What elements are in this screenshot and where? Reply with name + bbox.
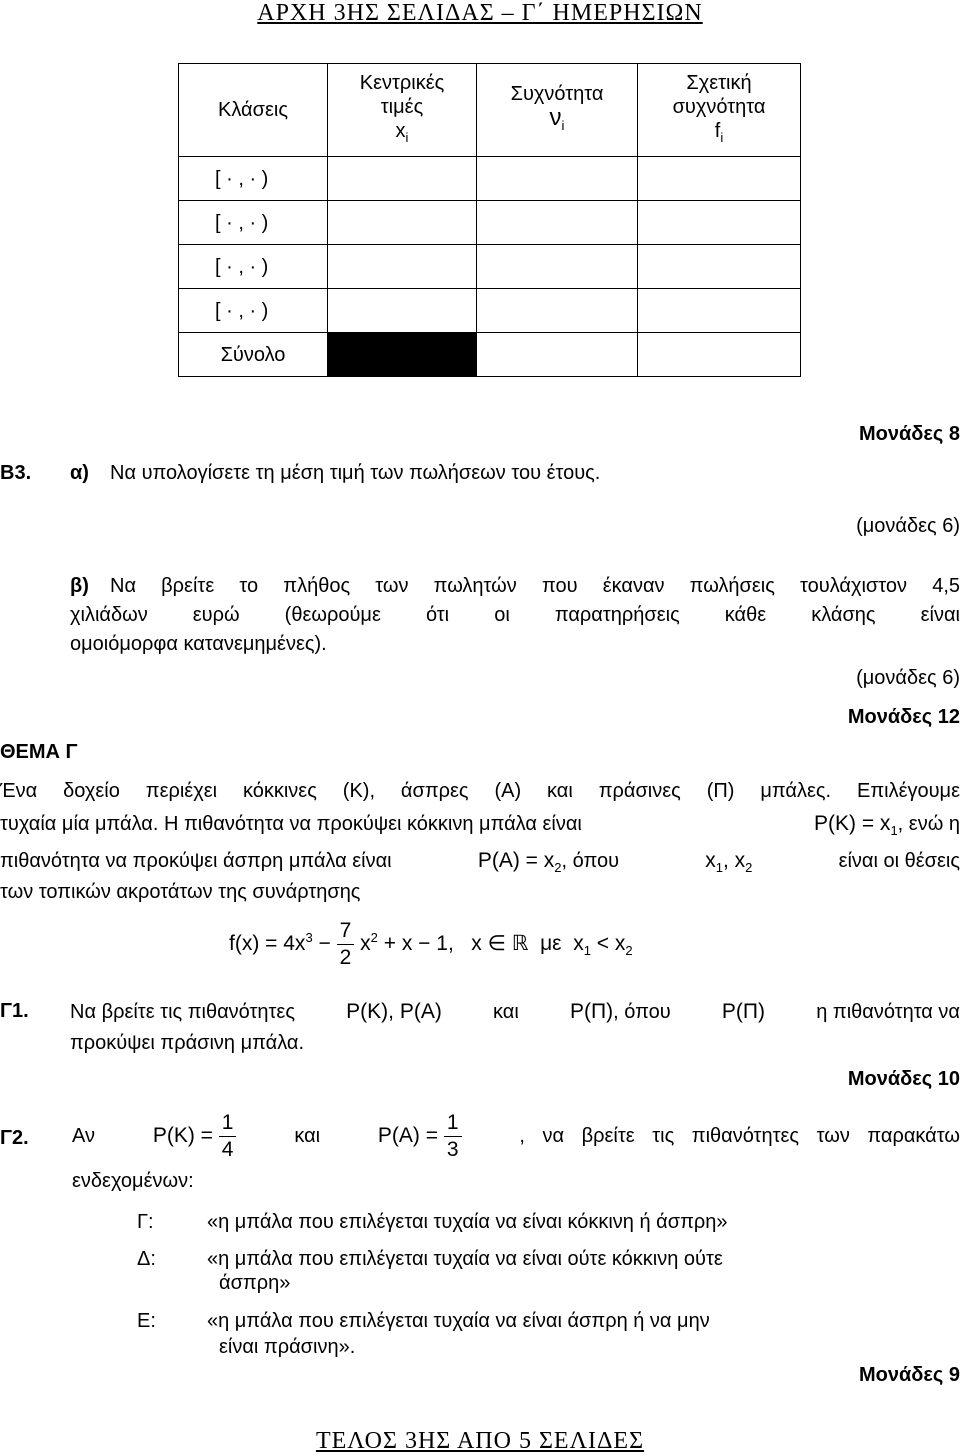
b3b-points: (μονάδες 6) — [856, 667, 960, 689]
theme-g-title: ΘΕΜΑ Γ — [0, 741, 78, 763]
g1-points: Μονάδες 10 — [847, 1068, 960, 1090]
b3a-points: (μονάδες 6) — [856, 515, 960, 537]
frequency-table — [178, 63, 801, 377]
table-row — [179, 157, 801, 201]
table-header-row — [179, 64, 801, 157]
table-total-row — [179, 333, 801, 377]
g2-line1: Αν P(K) = $\frac{1}{4}$ και P(A) = $\frac{1}{3}$ , να βρείτε τις πιθανότητες των παρακάτω — [72, 1110, 960, 1161]
event-label-delta: Δ: — [137, 1248, 156, 1270]
page-header: ΑΡΧΗ 3ΗΣ ΣΕΛΙΔΑΣ – Γ΄ ΗΜΕΡΗΣΙΩΝ — [257, 0, 703, 26]
theme-g-p1-line4: των τοπικών ακροτάτων της συνάρτησης — [0, 881, 361, 903]
event-text-gamma: «η μπάλα που επιλέγεται τυχαία να είναι κόκκινη ή άσπρη» — [207, 1211, 728, 1233]
g1-line2: προκύψει πράσινη μπάλα. — [70, 1032, 305, 1054]
event-text-epsilon: «η μπάλα που επιλέγεται τυχαία να είναι άσπρη ή να μην — [207, 1310, 710, 1332]
event-label-epsilon: Ε: — [137, 1310, 156, 1332]
table-row — [179, 201, 801, 245]
function-formula: $f(x) = 4x^3$ − $\frac{7}{2}$ $x^2 + x - 1$, x ∈ ℝ με $x_1 < x_2$ — [229, 919, 633, 969]
class-cell: [ · , · ) — [179, 157, 328, 201]
event-text-delta: «η μπάλα που επιλέγεται τυχαία να είναι ούτε κόκκινη ούτε — [207, 1248, 723, 1270]
b3a-label: α) — [70, 462, 89, 484]
g1-label: Γ1. — [0, 1000, 29, 1022]
blacked-out-cell — [328, 333, 477, 377]
table-row — [179, 245, 801, 289]
event-text-epsilon-cont: είναι πράσινη». — [219, 1336, 356, 1358]
g2-line2: ενδεχομένων: — [72, 1170, 194, 1192]
b3a-text: Να υπολογίσετε τη μέση τιμή των πωλήσεων του έτους. — [110, 462, 601, 484]
header-classes: Κλάσεις — [179, 64, 328, 157]
b2-points: Μονάδες 8 — [859, 423, 960, 445]
b3-label: Β3. — [0, 462, 32, 484]
page-footer: ΤΕΛΟΣ 3ΗΣ ΑΠΟ 5 ΣΕΛΙΔΕΣ — [315, 1428, 645, 1454]
g1-line1: Να βρείτε τις πιθανότητες P(K), P(A) και P(Π), όπου P(Π) η πιθανότητα να — [70, 1000, 960, 1023]
theme-g-p1-line1: Ένα δοχείο περιέχει κόκκινες (Κ), άσπρες (Α) και πράσινες (Π) μπάλες. Επιλέγουμε — [0, 780, 960, 802]
b3b-label: β) — [70, 575, 89, 597]
total-label: Σύνολο — [179, 333, 328, 377]
header-relative-frequency: Σχετική συχνότητα $f_i$ — [638, 64, 801, 157]
g2-points: Μονάδες 9 — [859, 1364, 960, 1386]
theme-g-p1-line2: τυχαία μία μπάλα. Η πιθανότητα να προκύψει κόκκινη μπάλα είναι $P(K) = x_1$, ενώ η — [0, 812, 960, 838]
header-central-values: Κεντρικές τιμές $x_i$ — [328, 64, 477, 157]
class-cell: [ · , · ) — [179, 245, 328, 289]
event-label-gamma: Γ: — [137, 1211, 154, 1233]
b3-total-points: Μονάδες 12 — [847, 706, 960, 728]
b3b-line2: χιλιάδων ευρώ (θεωρούμε ότι οι παρατηρήσεις κάθε κλάσης είναι — [70, 604, 960, 626]
event-text-delta-cont: άσπρη» — [219, 1272, 291, 1294]
b3b-line3: ομοιόμορφα κατανεμημένες). — [70, 633, 327, 655]
theme-g-p1-line3: πιθανότητα να προκύψει άσπρη μπάλα είναι $P(A) = x_2$, όπου $x_1$, $x_2$ είναι οι θέσεις — [0, 849, 960, 875]
class-cell: [ · , · ) — [179, 289, 328, 333]
g2-label: Γ2. — [0, 1127, 29, 1149]
table-row — [179, 289, 801, 333]
class-cell: [ · , · ) — [179, 201, 328, 245]
b3b-line1: Να βρείτε το πλήθος των πωλητών που έκαναν πωλήσεις τουλάχιστον 4,5 — [110, 575, 960, 597]
header-frequency: Συχνότητα $\nu_i$ — [477, 64, 638, 157]
